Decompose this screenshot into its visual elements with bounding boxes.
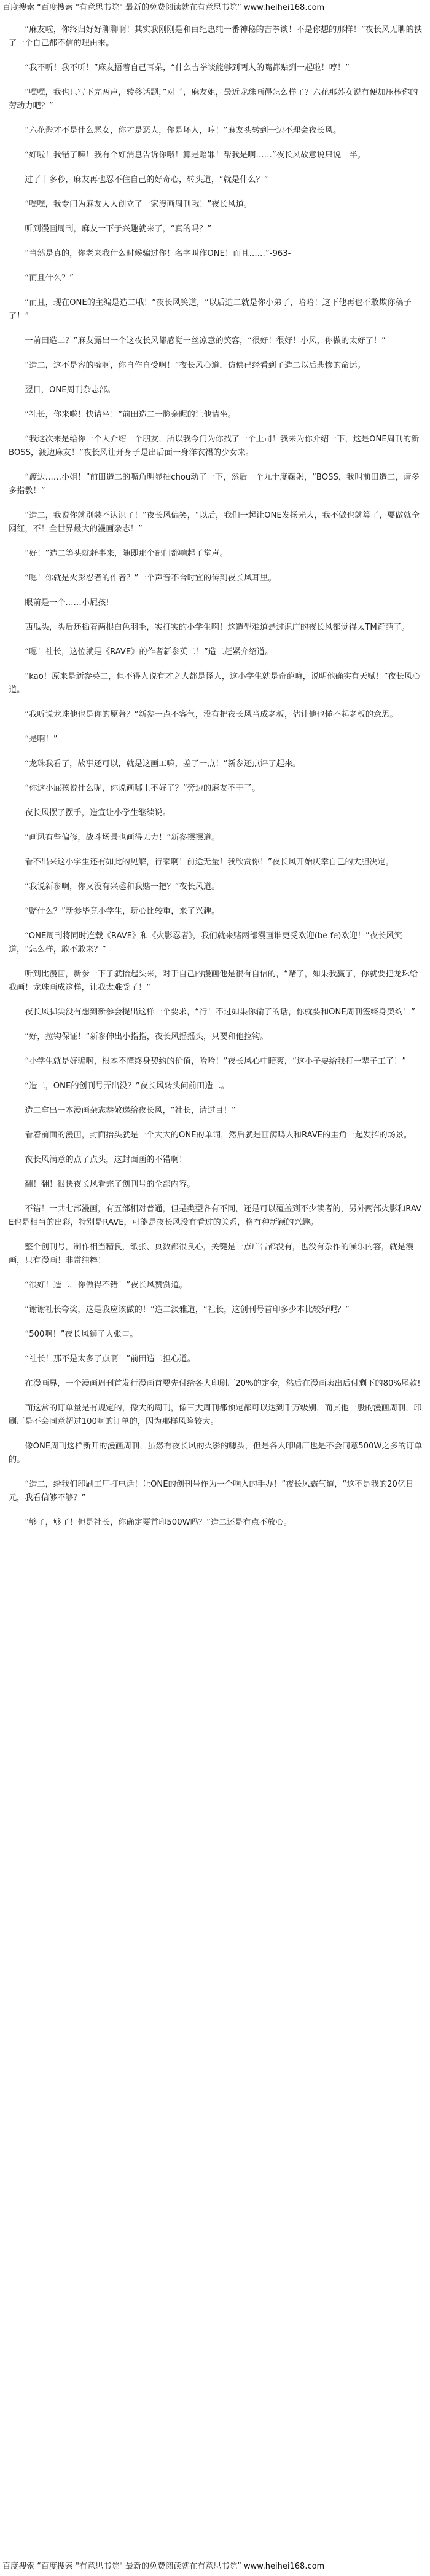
paragraph: “当然是真的，你老来我什么时候骗过你！名字叫作ONE！而且……”-963- bbox=[25, 249, 291, 258]
paragraph: “kao！原来是新参英二，但不得人说有才之人都是怪人，这小学生就是奇葩嘛，说明他确实有天赋！”夜长风心道。 bbox=[9, 672, 421, 695]
banner-text: 百度搜索 “百度搜索 "有意思书院" 最新的免费阅读就在有意思书院” bbox=[2, 3, 241, 12]
paragraph: “麻友啦，你终归好好聊聊啊！其实我刚刚是和由纪惠纯一番神秘的吉拳谈！不是你想的那样！”夜长风无聊的扶了一个自己都不信的理由来。 bbox=[9, 25, 423, 48]
paragraph: “好！”造二等头就赶事来，随即那个部门都响起了掌声。 bbox=[25, 549, 228, 558]
paragraph: “龙珠我看了，故事还可以，就是这画工嘛，差了一点！”新参还点评了起来。 bbox=[25, 759, 301, 768]
paragraph: “造二，我说你就别装不认识了！”夜长风偏笑，“以后，我们一起让ONE发扬光大，我不做也就算了，要做就全网红，不！全世界最大的漫画杂志！” bbox=[9, 511, 420, 534]
paragraph: 不错！一共七部漫画，有五部相对普通，但是类型各有不同，还是可以覆盖到不少读者的，另外两部火影和RAVE也是相当的出彩，特别是RAVE，可能是夜长风没有看过的关系，格有种新颖的兴趣。 bbox=[9, 1204, 422, 1227]
paragraph: “我不听！我不听！”麻友捂着自己耳朵，“什么吉拳谈能够到两人的嘴都贴到一起啦！哼！” bbox=[25, 63, 350, 73]
paragraph: “500啊！”夜长风狮子大张口。 bbox=[25, 1330, 138, 1339]
paragraph: “六花酱才不是什么恶女，你才是恶人，你是坏人，哼！”麻友头转到一边不理会夜长风。 bbox=[25, 126, 342, 135]
paragraph: 夜长风满意的点了点头，这封面画的不错啊！ bbox=[25, 1155, 187, 1164]
paragraph: 看不出来这小学生还有如此的见解，行家啊！前途无量！我欣赏你！”夜长风开始庆幸自己的大胆决定。 bbox=[25, 858, 394, 867]
paragraph: “社长！那不是太多了点啊！”前田造二担心道。 bbox=[25, 1354, 195, 1364]
paragraph: “画风有些偏修，战斗场景也画得无力！”新参摆摆道。 bbox=[25, 833, 220, 842]
paragraph: 夜长风摆了摆手，造宣让小学生继续说。 bbox=[25, 808, 171, 818]
paragraph: “是啊！” bbox=[25, 735, 58, 744]
chapter-text bbox=[0, 23, 430, 2554]
paragraph: 翻！翻！很快夜长风看完了创刊号的全部内容。 bbox=[25, 1180, 195, 1189]
bottom-search-banner bbox=[0, 2560, 430, 2574]
paragraph: 听到漫画周刊，麻友一下子兴趣就来了，“真的吗？” bbox=[25, 224, 212, 234]
banner-site-link[interactable]: www.heihei168.com bbox=[243, 2562, 325, 2571]
paragraph: 像ONE周刊这样新开的漫画周刊，虽然有夜长风的火影的噱头，但是各大印刷厂也是不会同意500W之多的订单的。 bbox=[9, 1442, 423, 1464]
paragraph: “小学生就是好骗啊，根本不懂终身契约的价值，哈哈！”夜长风心中暗爽，“这小子要给我打一辈子工了！” bbox=[25, 1057, 407, 1066]
banner-text: 百度搜索 “百度搜索 "有意思书院" 最新的免费阅读就在有意思书院” bbox=[2, 2562, 241, 2571]
paragraph: 过了十多秒，麻友再也忍不住自己的好奇心，转头道，“就是什么？” bbox=[25, 175, 268, 184]
paragraph: “你这小屁孩说什么呢，你说画哪里不好了？”旁边的麻友不干了。 bbox=[25, 784, 260, 793]
paragraph: 一前田造二？”麻友露出一个这夜长风都感觉一丝凉意的笑容，“很好！很好！小风，你做的太好了！” bbox=[25, 336, 386, 346]
paragraph: “很好！造二，你做得不错！”夜长风赞赏道。 bbox=[25, 1281, 187, 1290]
paragraph: 在漫画界，一个漫画周刊首发行漫画首要先付给各大印刷厂20%的定金，然后在漫画卖出后付剩下的80%尾款! bbox=[25, 1379, 421, 1388]
paragraph: 听到比漫画，新参一下子就抬起头来，对于自己的漫画他是很有自信的，“赌了，如果我赢了，你就要把龙珠给我画！龙珠画成这样，让我太难受了！” bbox=[9, 970, 418, 992]
paragraph: 夜长风脚尖没有想到新参会提出这样一个要求，“行！不过如果你输了的话，你就要和ONE周刊签终身契约！” bbox=[25, 1008, 416, 1017]
top-search-banner bbox=[0, 1, 430, 15]
paragraph: “社长，你来啦！快请坐！”前田造二一脸亲昵的让他请坐。 bbox=[25, 410, 236, 419]
paragraph: “ONE周刊将同时连载《RAVE》和《火影忍者》，我们就来赌两部漫画谁更受欢迎(be fe)欢迎！”夜长风笑道，“怎么样，敢不敢来？” bbox=[9, 931, 402, 954]
paragraph: 西瓜头，头后还插着两根白色羽毛，实打实的小学生啊！这造型难道是过识广的夜长风都觉得太TM奇葩了。 bbox=[25, 623, 410, 632]
paragraph: “好，拉钩保证！”新参伸出小指指，夜长风摇摇头，只要和他拉钩。 bbox=[25, 1032, 268, 1041]
paragraph: “渡边……小姐！”前田造二的嘴角明显抽chou动了一下，然后一个九十度鞠躬，“BOSS，我叫前田造二，请多多指教！” bbox=[9, 473, 420, 496]
paragraph: “谢谢社长夸奖，这是我应该做的！”造二淡雅道，“社长，这创刊号首印多少本比较好呢？” bbox=[25, 1305, 350, 1314]
paragraph: “赌什么？”新参毕竟小学生，玩心比较重，来了兴趣。 bbox=[25, 907, 220, 916]
paragraph: “而且，现在ONE的主编是造二哦！”夜长风笑道，“以后造二就是你小弟了，哈哈！这下他再也不敢欺你稿子了！” bbox=[9, 298, 412, 321]
paragraph: “造二，这不是容的嘴啊，你自作自受啊！”夜长风心道，仿佛已经看到了造二以后悲惨的命运。 bbox=[25, 361, 366, 370]
paragraph: “够了，够了！但是社长，你确定要首印500W吗？”造二还是有点不放心。 bbox=[25, 1518, 292, 1527]
paragraph: “嗯！你就是火影忍者的作者？”一个声音不合时宜的传到夜长风耳里。 bbox=[25, 574, 276, 583]
paragraph: “嗯！社长，这位就是《RAVE》的作者新参英二！”造二赶紧介绍道。 bbox=[25, 647, 273, 657]
paragraph: “好啦！我错了嘛！我有个好消息告诉你哦！算是赔罪！帮我是啊……”夜长风故意说只说一半。 bbox=[25, 151, 366, 160]
banner-site-link[interactable]: www.heihei168.com bbox=[243, 3, 325, 12]
paragraph: 造二拿出一本漫画杂志恭敬递给夜长风，“社长，请过目！” bbox=[25, 1106, 236, 1115]
paragraph: 而这常的订单量是有规定的，像大的周刊，像三大周刊都预定都可以达到千万级别，而其他一般的漫画周刊，印刷厂是不会同意超过100啊的订单的，因为那样风险较大。 bbox=[9, 1404, 422, 1426]
paragraph: 眼前是一个……小屁孩! bbox=[25, 598, 109, 607]
paragraph: “我听说龙珠他也是你的原著？”新参一点不客气，没有把夜长风当成老板，估计他也懂不起老板的意思。 bbox=[25, 710, 398, 719]
paragraph: “造二，ONE的创刊号弄出没？”夜长风转头问前田造二。 bbox=[25, 1081, 229, 1091]
paragraph: “造二，给我们印刷工厂打电话！让ONE的创刊号作为一个响入的手办！”夜长风霸气道，“这不是我的20亿日元，我看信够不够？” bbox=[9, 1480, 414, 1503]
paragraph: “而且什么？” bbox=[25, 274, 74, 283]
paragraph: 整个创刊号，制作相当精良，纸张、页数都很良心，关键是一点广告都没有，也没有杂作的噪乐内容，就是漫画，只有漫画！非常纯粹！ bbox=[9, 1243, 414, 1265]
paragraph: 翌日，ONE周刊杂志部。 bbox=[25, 385, 115, 395]
paragraph: “嘿嘿，我也只写下完两声，转移话题，”对了，麻友姐，最近龙珠画得怎么样了？六花那苏女说有便加压榨你的劳动力吧？” bbox=[9, 88, 418, 111]
paragraph: 看着前面的漫画，封面抬头就是一个大大的ONE的单词，然后就是画满鸣人和RAVE的主角一起发招的场景。 bbox=[25, 1131, 412, 1140]
paragraph: “嘿嘿，我专门为麻友大人创立了一家漫画周刊哦！”夜长风道。 bbox=[25, 200, 252, 209]
paragraph: “我说新参啊，你又没有兴趣和我赌一把？”夜长风道。 bbox=[25, 882, 220, 891]
paragraph: “我这次来是给你一个人介绍一个朋友，所以我今门为你找了一个上司！我来为你介绍一下，这是ONE周刊的新BOSS，渡边麻友！”夜长风让开身子是出后面一身洋衣裙的少女来。 bbox=[9, 435, 420, 457]
